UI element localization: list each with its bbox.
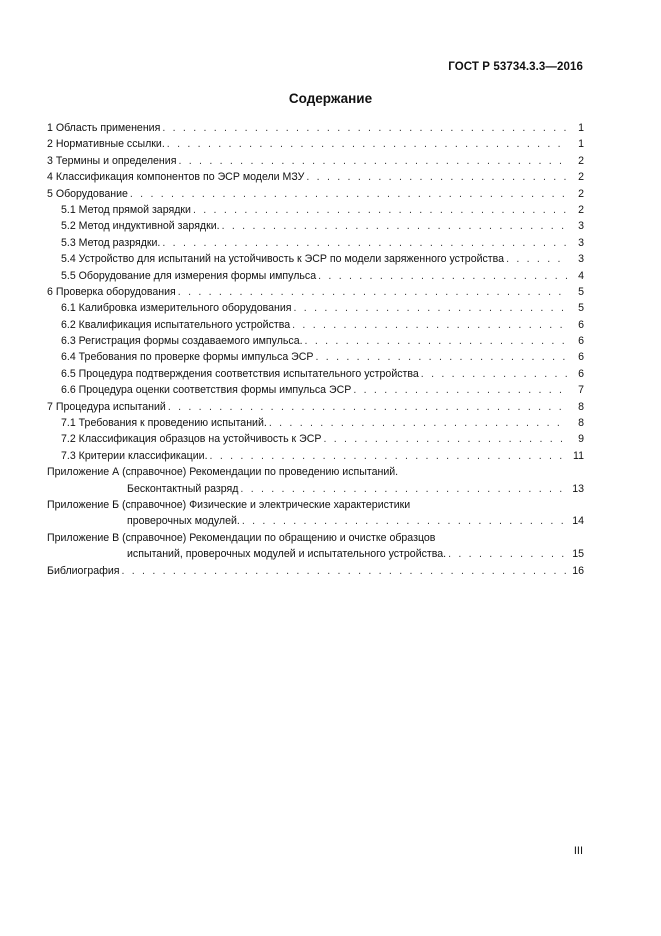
toc-entry-page: 1 <box>578 138 584 151</box>
toc-appendix-a-heading[interactable] <box>47 466 584 482</box>
toc-appendix-b[interactable] <box>47 515 584 531</box>
page-number: III <box>573 845 583 857</box>
toc-entry-page: 13 <box>572 482 584 495</box>
toc-entry-7-3[interactable] <box>47 450 584 466</box>
toc-entry-5-3[interactable] <box>47 237 584 253</box>
toc-entry-6-3[interactable] <box>47 335 584 351</box>
toc-entry-page: 9 <box>578 433 584 446</box>
toc-entry-text: проверочных модулей. <box>127 515 240 528</box>
toc-entry-text: 5.4 Устройство для испытаний на устойчивость к ЭСР по модели заряженного устройства <box>61 253 505 266</box>
toc-entry-6-5[interactable] <box>47 368 584 384</box>
toc-entry-page: 2 <box>578 203 584 216</box>
toc-entry-page: 3 <box>578 220 584 233</box>
toc-entry-3[interactable] <box>47 155 584 171</box>
toc-entry-text: 5.2 Метод индуктивной зарядки. <box>61 220 220 233</box>
toc-entry-text: 6.5 Процедура подтверждения соответствия испытательного устройства <box>61 367 419 380</box>
toc-entry-text: Бесконтактный разряд <box>127 482 239 495</box>
toc-entry-5-1[interactable] <box>47 204 584 220</box>
toc-entry-text: 1 Область применения <box>47 122 161 134</box>
toc-entry-text: 6.6 Процедура оценки соответствия формы импульса ЭСР <box>61 384 352 397</box>
standard-identifier: ГОСТ Р 53734.3.3—2016 <box>448 61 583 73</box>
toc-entry-1[interactable] <box>47 122 584 138</box>
toc-entry-7-1[interactable] <box>47 417 584 433</box>
toc-entry-text: 5.5 Оборудование для измерения формы импульса <box>61 269 317 282</box>
toc-entry-text: 6.1 Калибровка измерительного оборудования <box>61 302 292 315</box>
toc-entry-7-2[interactable] <box>47 433 584 449</box>
toc-entry-2[interactable] <box>47 138 584 154</box>
toc-appendix-c-heading[interactable] <box>47 532 584 548</box>
toc-entry-text: 7.2 Классификация образцов на устойчивость к ЭСР <box>61 433 322 446</box>
toc-entry-page: 6 <box>578 367 584 380</box>
toc-entry-text: 7.1 Требования к проведению испытаний. <box>61 417 267 430</box>
toc-entry-text: 5.3 Метод разрядки. <box>61 236 161 249</box>
toc-entry-text: Приложение Б (справочное) Физические и электрические характеристики <box>47 498 411 511</box>
toc-entry-page: 8 <box>578 400 584 413</box>
toc-entry-6[interactable] <box>47 286 584 302</box>
toc-entry-page: 5 <box>578 302 584 315</box>
toc-entry-text: 3 Термины и определения <box>47 154 177 167</box>
toc-entry-5[interactable] <box>47 188 584 204</box>
toc-entry-text: 4 Классификация компонентов по ЭСР модели МЗУ <box>47 171 305 184</box>
toc-entry-6-2[interactable] <box>47 319 584 335</box>
toc-entry-text: 6.3 Регистрация формы создаваемого импульса. <box>61 335 303 348</box>
toc-entry-text: 5.1 Метод прямой зарядки <box>61 203 191 216</box>
toc-entry-page: 1 <box>578 122 584 134</box>
toc-entry-page: 16 <box>572 564 584 577</box>
toc-entry-text: 6.2 Квалификация испытательного устройства <box>61 318 291 331</box>
toc-entry-text: 7 Процедура испытаний <box>47 400 166 413</box>
toc-entry-5-4[interactable] <box>47 253 584 269</box>
table-of-contents <box>47 122 584 581</box>
toc-entry-5-2[interactable] <box>47 220 584 236</box>
toc-entry-page: 11 <box>573 449 584 462</box>
toc-entry-text: 2 Нормативные ссылки. <box>47 138 165 151</box>
toc-appendix-a[interactable] <box>47 483 584 499</box>
toc-entry-page: 5 <box>578 285 584 298</box>
toc-entry-5-5[interactable] <box>47 270 584 286</box>
toc-entry-page: 6 <box>578 318 584 331</box>
toc-entry-page: 8 <box>578 417 584 430</box>
toc-appendix-c[interactable] <box>47 548 584 564</box>
toc-entry-6-6[interactable] <box>47 384 584 400</box>
toc-entry-page: 2 <box>578 187 584 200</box>
toc-entry-page: 6 <box>578 351 584 364</box>
toc-entry-text: Библиография <box>47 564 120 577</box>
toc-entry-page: 14 <box>572 515 584 528</box>
toc-entry-text: 7.3 Критерии классификации. <box>61 449 208 462</box>
toc-entry-text: Приложение В (справочное) Рекомендации по обращению и очистке образцов <box>47 531 436 544</box>
toc-title: Содержание <box>288 91 373 106</box>
toc-entry-page: 6 <box>578 335 584 348</box>
toc-entry-page: 2 <box>578 171 584 184</box>
toc-entry-page: 3 <box>578 236 584 249</box>
toc-entry-text: испытаний, проверочных модулей и испытательного устройства. <box>127 548 447 561</box>
toc-entry-4[interactable] <box>47 171 584 187</box>
toc-entry-6-1[interactable] <box>47 302 584 318</box>
toc-entry-6-4[interactable] <box>47 351 584 367</box>
toc-entry-page: 4 <box>578 269 584 282</box>
toc-entry-bibliography[interactable] <box>47 565 584 581</box>
toc-entry-text: 5 Оборудование <box>47 187 128 200</box>
toc-entry-7[interactable] <box>47 401 584 417</box>
toc-entry-page: 15 <box>572 548 584 561</box>
toc-entry-page: 7 <box>578 384 584 397</box>
toc-entry-page: 2 <box>578 154 584 167</box>
toc-entry-text: Приложение А (справочное) Рекомендации по проведению испытаний. <box>47 466 399 479</box>
toc-entry-text: 6 Проверка оборудования <box>47 285 176 298</box>
toc-entry-text: 6.4 Требования по проверке формы импульса ЭСР <box>61 351 314 364</box>
toc-appendix-b-heading[interactable] <box>47 499 584 515</box>
toc-entry-page: 3 <box>578 253 584 266</box>
